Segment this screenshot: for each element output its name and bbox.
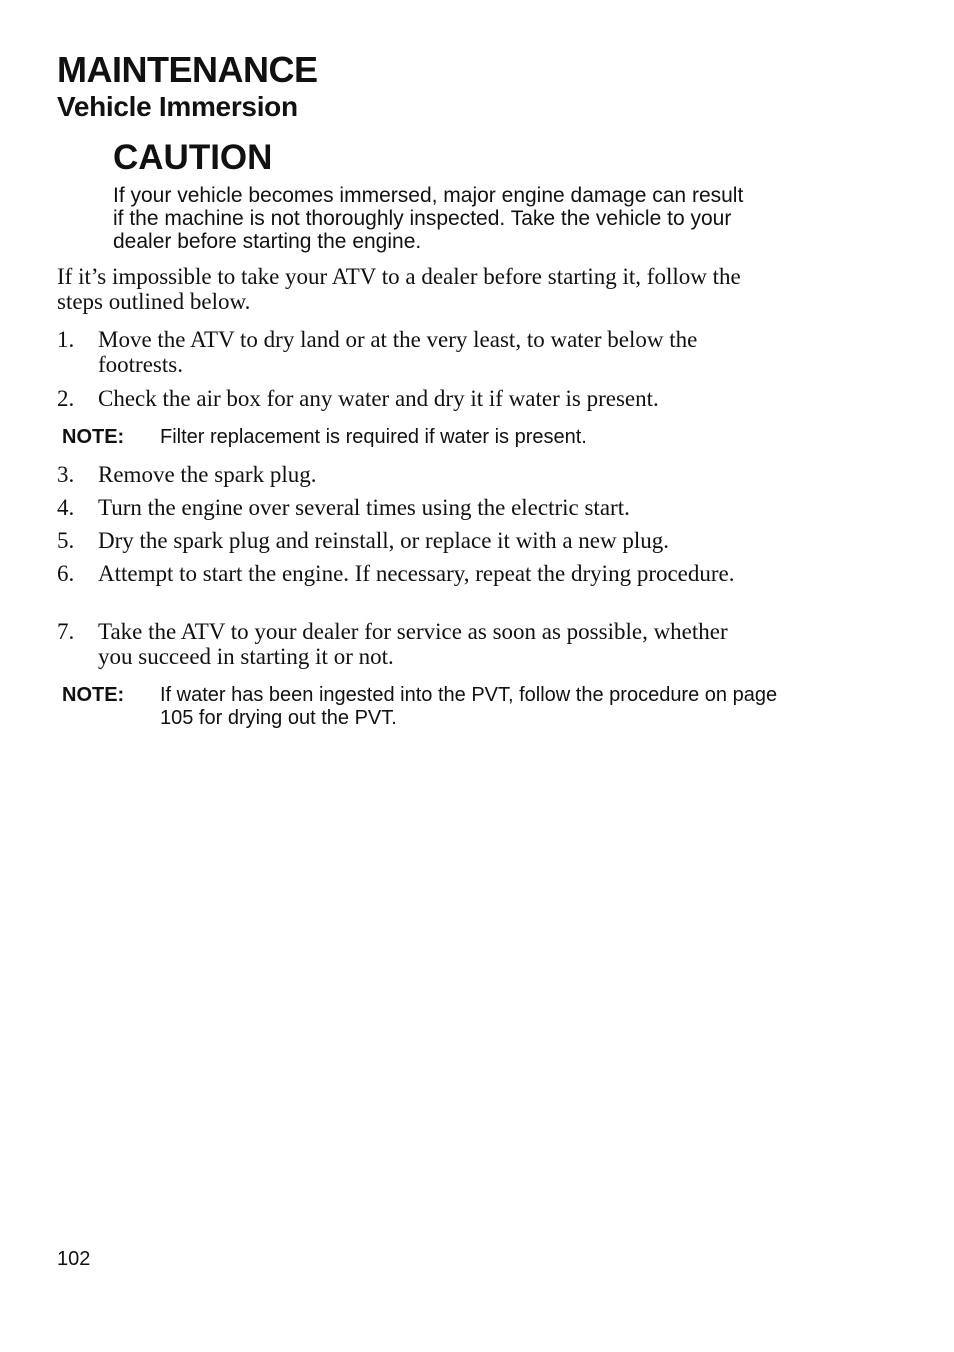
- step-text: Turn the engine over several times using the electric start.: [98, 495, 630, 520]
- step-number: 4.: [57, 495, 75, 520]
- step-number: 1.: [57, 327, 75, 352]
- step-number: 3.: [57, 462, 75, 487]
- step-text: Attempt to start the engine. If necessary, repeat the drying procedure.: [98, 561, 735, 586]
- note: [62, 684, 792, 730]
- note-text: If water has been ingested into the PVT, follow the procedure on page 105 for drying out the PVT.: [160, 684, 778, 729]
- step-text: Move the ATV to dry land or at the very least, to water below the footrests.: [98, 327, 698, 377]
- step-number: 5.: [57, 528, 75, 553]
- section-title: MAINTENANCE: [57, 49, 318, 90]
- caution-block: [113, 138, 793, 253]
- step-number: 7.: [57, 619, 75, 644]
- step-text: Check the air box for any water and dry it if water is present.: [98, 386, 659, 411]
- note-label: NOTE:: [62, 426, 125, 448]
- subsection-title: Vehicle Immersion: [57, 91, 298, 122]
- step-text: Remove the spark plug.: [98, 462, 317, 487]
- step-item: [57, 495, 787, 520]
- note-text: Filter replacement is required if water is present.: [160, 426, 587, 448]
- caution-heading: CAUTION: [113, 138, 273, 177]
- step-text: Dry the spark plug and reinstall, or replace it with a new plug.: [98, 528, 670, 553]
- note: [62, 426, 792, 449]
- step-item: [57, 528, 787, 553]
- step-number: 2.: [57, 386, 75, 411]
- step-item: [57, 619, 737, 669]
- page-number: 102: [57, 1248, 91, 1270]
- caution-text: If your vehicle becomes immersed, major engine damage can result if the machine is not thoroughly inspected. Take the vehicle to your dealer before starting the engine.: [113, 184, 744, 253]
- step-item: [57, 561, 737, 586]
- step-item: [57, 327, 787, 377]
- step-number: 6.: [57, 561, 75, 586]
- step-item: [57, 462, 787, 487]
- step-item: [57, 386, 787, 411]
- note-label: NOTE:: [62, 684, 125, 706]
- intro-paragraph: If it’s impossible to take your ATV to a dealer before starting it, follow the steps outlined below.: [57, 264, 741, 314]
- step-text: Take the ATV to your dealer for service as soon as possible, whether you succeed in starting it or not.: [98, 619, 728, 669]
